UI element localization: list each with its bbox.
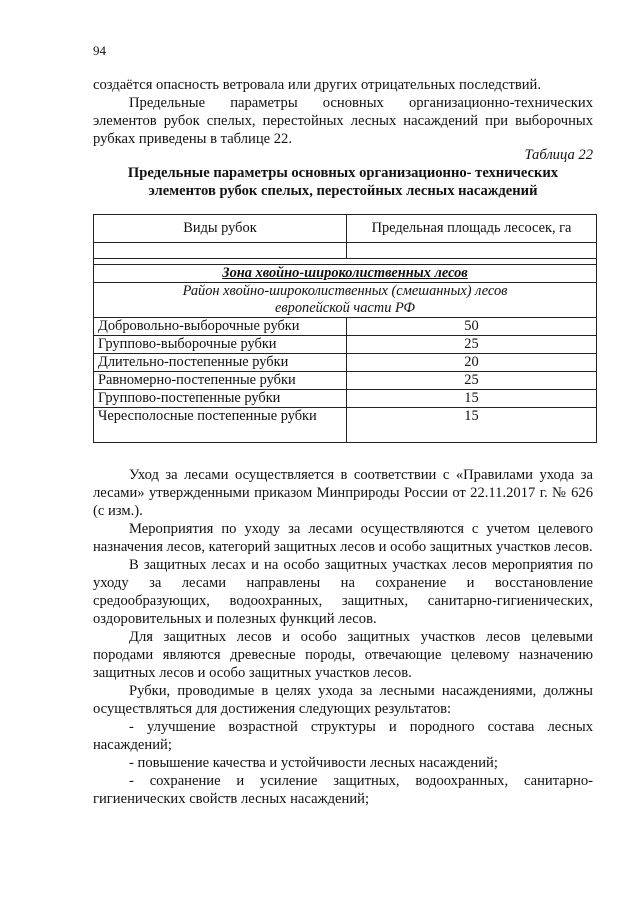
- table-row: [94, 372, 597, 390]
- parameters-table: [93, 214, 597, 443]
- region-line: Район хвойно-широколиственных (смешанных) лесов: [182, 283, 508, 299]
- zone-cell: Зона хвойно-широколиственных лесов: [94, 265, 597, 283]
- page-number: 94: [93, 43, 106, 58]
- empty-cell: [94, 243, 347, 259]
- paragraph: Рубки, проводимые в целях ухода за лесными насаждениями, должны осуществляться для достижения следующих результатов:: [93, 683, 593, 717]
- table-row: [94, 354, 597, 372]
- region-line: европейской части РФ: [275, 300, 415, 316]
- table-title: [93, 164, 593, 200]
- table-row: [94, 318, 597, 336]
- table-header-row: [94, 215, 597, 243]
- header-cell-area: Предельная площадь лесосек, га: [347, 215, 597, 243]
- region-row: [94, 283, 597, 318]
- cell-name: Добровольно-выборочные рубки: [94, 318, 347, 336]
- cell-name: Группово-выборочные рубки: [94, 336, 347, 354]
- table-row: [94, 408, 597, 443]
- table-title-line: Предельные параметры основных организационно- технических: [127, 165, 559, 181]
- body-text: [93, 466, 593, 808]
- cell-name: Длительно-постепенные рубки: [94, 354, 347, 372]
- cell-name: Группово-постепенные рубки: [94, 390, 347, 408]
- cell-value: 15: [347, 390, 597, 408]
- cell-value: 50: [347, 318, 597, 336]
- region-cell: [94, 283, 597, 318]
- cell-value: 20: [347, 354, 597, 372]
- paragraph: Уход за лесами осуществляется в соответствии с «Правилами ухода за лесами» утвержденными приказом Минприроды России от 22.11.2017 г. № 626 (с изм.).: [93, 467, 593, 519]
- table-row: [94, 336, 597, 354]
- list-item: - повышение качества и устойчивости лесных насаждений;: [129, 755, 498, 771]
- cell-value: 15: [347, 408, 597, 443]
- cell-name: Чересполосные постепенные рубки: [94, 408, 347, 443]
- table-empty-row: [94, 243, 597, 259]
- paragraph: создаётся опасность ветровала или других отрицательных последствий.: [93, 77, 541, 93]
- cell-name: Равномерно-постепенные рубки: [94, 372, 347, 390]
- zone-row: [94, 265, 597, 283]
- list-item: - улучшение возрастной структуры и породного состава лесных насаждений;: [93, 719, 593, 753]
- paragraph: Для защитных лесов и особо защитных участков лесов целевыми породами являются древесные породы, отвечающие целевому назначению защитных лесов и особо защитных участков лесов.: [93, 629, 593, 681]
- list-item: - сохранение и усиление защитных, водоохранных, санитарно-гигиенических свойств лесных насаждений;: [93, 773, 593, 807]
- cell-value: 25: [347, 372, 597, 390]
- empty-cell: [347, 243, 597, 259]
- paragraph: В защитных лесах и на особо защитных участках лесов мероприятия по уходу за лесами направлены на сохранение и восстановление средообразующих, водоохранных, защитных, санитарно-гигиенических, оздоровительных и полезных функций лесов.: [93, 557, 593, 627]
- paragraph: Предельные параметры основных организационно-технических элементов рубок спелых, перестойных лесных насаждений при выборочных рубках приведены в таблице 22.: [93, 95, 593, 147]
- table-caption: Таблица 22: [524, 147, 593, 163]
- header-cell-type: Виды рубок: [94, 215, 347, 243]
- table-title-line: элементов рубок спелых, перестойных лесных насаждений: [148, 183, 538, 199]
- intro-text: [93, 76, 593, 148]
- table-row: [94, 390, 597, 408]
- cell-value: 25: [347, 336, 597, 354]
- paragraph: Мероприятия по уходу за лесами осуществляются с учетом целевого назначения лесов, категорий защитных лесов и особо защитных участков лесов.: [93, 521, 593, 555]
